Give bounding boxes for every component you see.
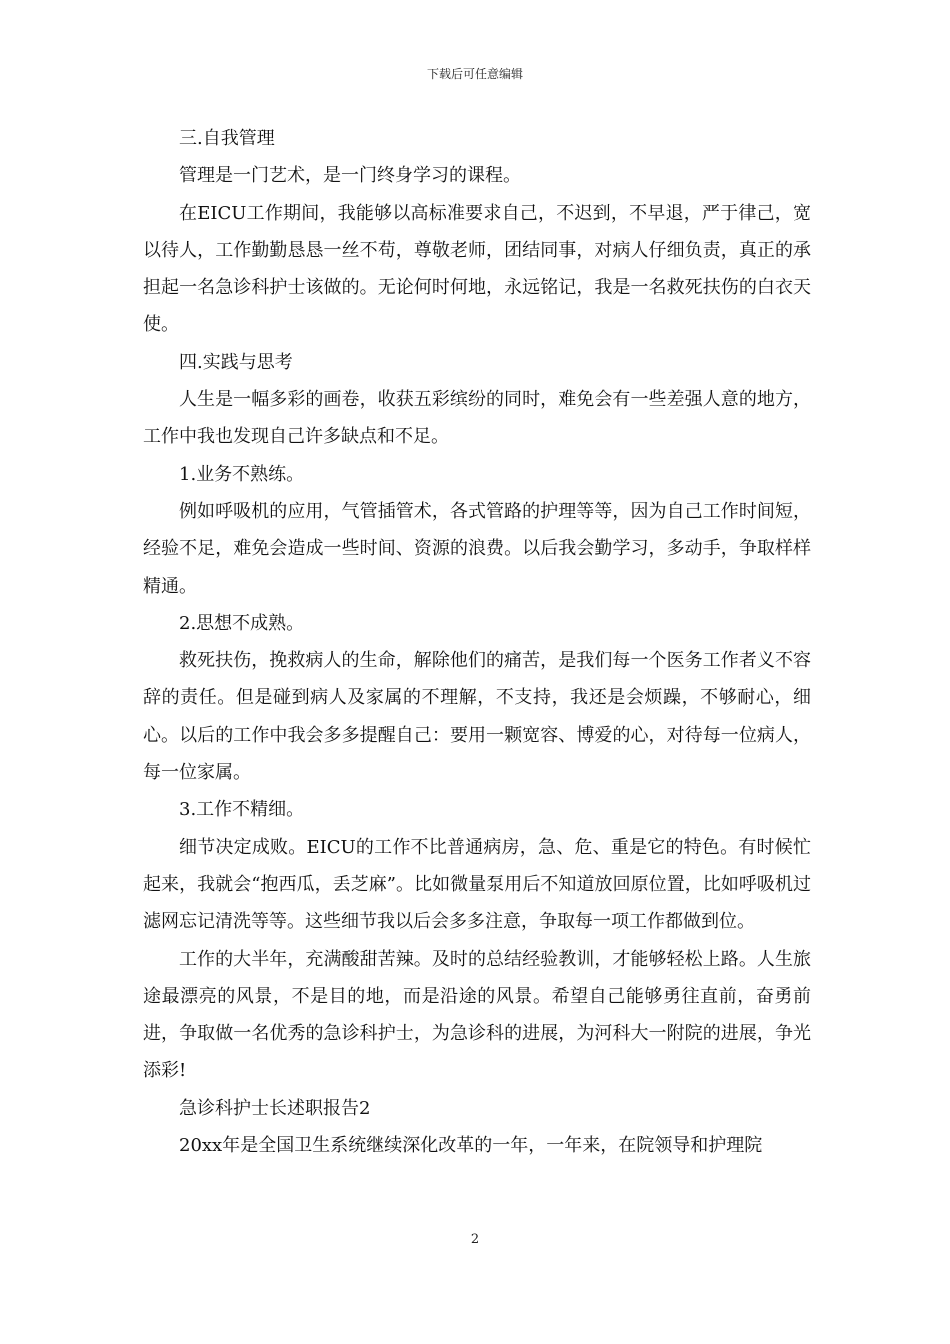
paragraph: 例如呼吸机的应用，气管插管术，各式管路的护理等等，因为自己工作时间短，经验不足，难免会造成一些时间、资源的浪费。以后我会勤学习，多动手，争取样样精通。: [143, 500, 811, 597]
report-title: 急诊科护士长述职报告2: [179, 1097, 371, 1119]
paragraph: 人生是一幅多彩的画卷，收获五彩缤纷的同时，难免会有一些差强人意的地方，工作中我也发现自己许多缺点和不足。: [143, 389, 811, 448]
list-heading: 1.业务不熟练。: [179, 463, 305, 485]
document-body: [143, 120, 811, 1164]
section-heading: 四.实践与思考: [179, 351, 293, 373]
paragraph: 救死扶伤，挽救病人的生命，解除他们的痛苦，是我们每一个医务工作者义不容辞的责任。但是碰到病人及家属的不理解，不支持，我还是会烦躁，不够耐心，细心。以后的工作中我会多多提醒自己：要用一颗宽容、博爱的心，对待每一位病人，每一位家属。: [143, 650, 811, 784]
page-number: 2: [470, 1232, 480, 1247]
list-heading: 3.工作不精细。: [179, 799, 305, 821]
paragraph: 细节决定成败。EICU的工作不比普通病房，急、危、重是它的特色。有时候忙起来，我就会“抱西瓜，丢芝麻”。比如微量泵用后不知道放回原位置，比如呼吸机过滤网忘记清洗等等。这些细节我以后会多多注意，争取每一项工作都做到位。: [143, 836, 811, 933]
paragraph: 管理是一门艺术，是一门终身学习的课程。: [179, 165, 521, 187]
list-heading: 2.思想不成熟。: [179, 612, 305, 634]
paragraph: 工作的大半年，充满酸甜苦辣。及时的总结经验教训，才能够轻松上路。人生旅途最漂亮的风景，不是目的地，而是沿途的风景。希望自己能够勇往直前，奋勇前进，争取做一名优秀的急诊科护士，为急诊科的进展，为河科大一附院的进展，争光添彩!: [143, 948, 811, 1082]
paragraph: 在EICU工作期间，我能够以高标准要求自己，不迟到，不早退，严于律己，宽以待人，工作勤勤恳恳一丝不苟，尊敬老师，团结同事，对病人仔细负责，真正的承担起一名急诊科护士该做的。无论何时何地，永远铭记，我是一名救死扶伤的白衣天使。: [143, 202, 811, 336]
page-header: 下载后可任意编辑: [426, 67, 523, 81]
section-heading: 三.自我管理: [179, 128, 275, 149]
paragraph: 20xx年是全国卫生系统继续深化改革的一年，一年来，在院领导和护理院: [179, 1135, 763, 1157]
